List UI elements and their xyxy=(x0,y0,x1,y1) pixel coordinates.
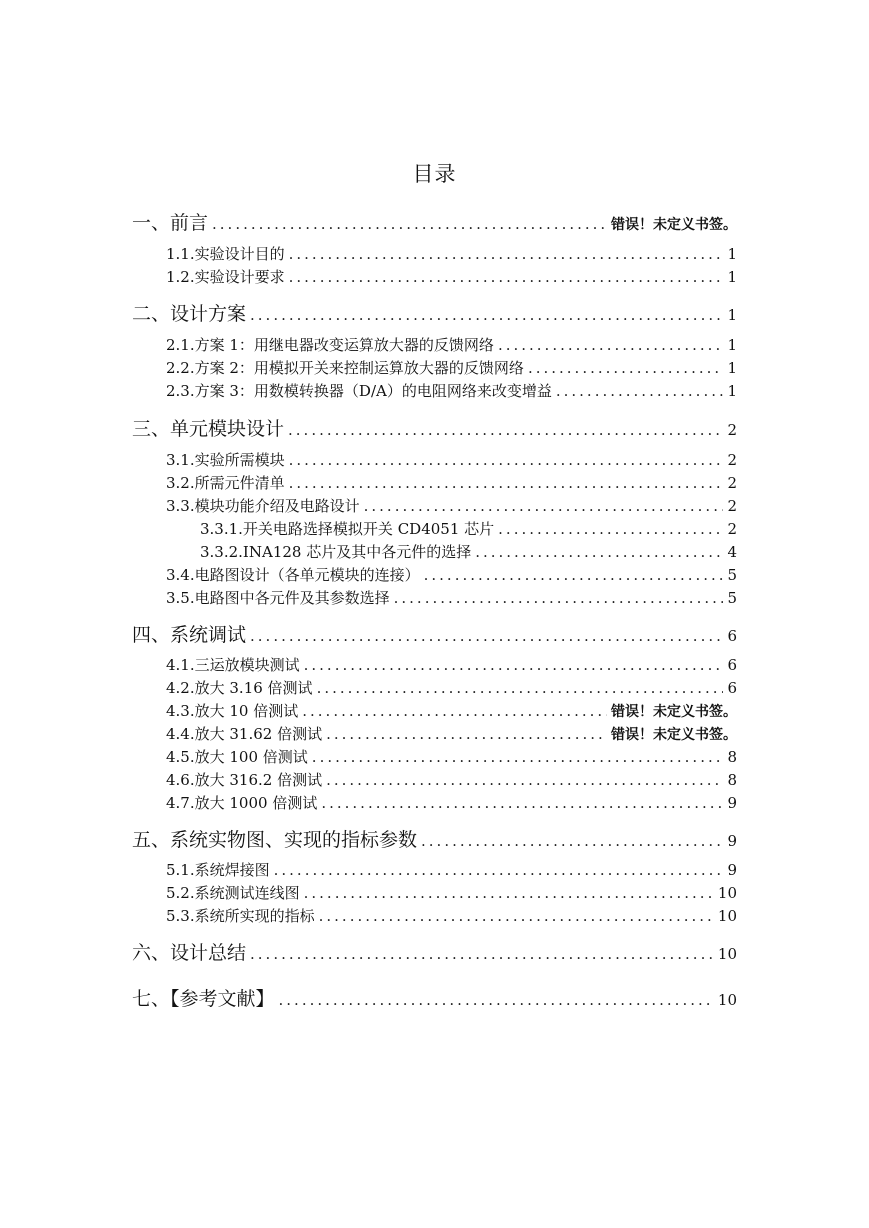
toc-entry-label: 六、设计总结 xyxy=(132,942,247,964)
toc-page-number: 6 xyxy=(727,656,737,674)
toc-entry[interactable] xyxy=(166,266,737,287)
toc-dot-leader xyxy=(475,543,723,561)
toc-dot-leader xyxy=(304,884,714,902)
toc-entry[interactable] xyxy=(166,677,737,698)
toc-page-number: 5 xyxy=(727,589,737,607)
toc-entry-label: 3.2.所需元件清单 xyxy=(166,474,285,492)
toc-error-message: 错误！未定义书签。 xyxy=(611,217,737,233)
toc-entry[interactable] xyxy=(166,495,737,516)
toc-entry[interactable] xyxy=(166,357,737,378)
toc-page-number: 10 xyxy=(717,907,737,925)
toc-entry-label: 3.4.电路图设计（各单元模块的连接） xyxy=(166,566,420,584)
toc-entry[interactable] xyxy=(132,620,737,647)
toc-page-number: 1 xyxy=(727,245,737,263)
toc-page-number: 6 xyxy=(727,679,737,697)
toc-dot-leader xyxy=(394,589,724,607)
toc-entry[interactable] xyxy=(132,208,737,235)
toc-entry-label: 1.1.实验设计目的 xyxy=(166,245,285,263)
toc-dot-leader xyxy=(289,474,724,492)
toc-entry-label: 五、系统实物图、实现的指标参数 xyxy=(132,829,418,851)
toc-page-number: 10 xyxy=(717,945,737,963)
toc-page-number: 1 xyxy=(727,359,737,377)
toc-page-number: 1 xyxy=(727,268,737,286)
toc-entry[interactable] xyxy=(166,792,737,813)
toc-entry-label: 4.6.放大 316.2 倍测试 xyxy=(166,771,323,789)
toc-page-number: 2 xyxy=(727,474,737,492)
toc-page-number: 9 xyxy=(727,861,737,879)
toc-entry[interactable] xyxy=(132,414,737,441)
toc-page-number: 9 xyxy=(727,794,737,812)
toc-error-message: 错误！未定义书签。 xyxy=(611,704,737,720)
toc-title: 目录 xyxy=(412,162,457,186)
toc-entry-label: 3.1.实验所需模块 xyxy=(166,451,285,469)
toc-entry-label: 4.3.放大 10 倍测试 xyxy=(166,702,299,720)
toc-page-number: 2 xyxy=(727,421,737,439)
toc-dot-leader xyxy=(317,679,724,697)
toc-dot-leader xyxy=(250,627,723,645)
toc-entry[interactable] xyxy=(166,723,737,744)
toc-dot-leader xyxy=(250,945,714,963)
toc-entry-label: 4.2.放大 3.16 倍测试 xyxy=(166,679,313,697)
toc-entry[interactable] xyxy=(166,380,737,401)
toc-entry[interactable] xyxy=(166,859,737,880)
toc-page-number: 9 xyxy=(727,832,737,850)
toc-dot-leader xyxy=(250,306,723,324)
toc-dot-leader xyxy=(279,991,714,1009)
toc-dot-leader xyxy=(528,359,724,377)
toc-page-number: 5 xyxy=(727,566,737,584)
toc-entry[interactable] xyxy=(166,449,737,470)
toc-dot-leader xyxy=(212,215,607,233)
toc-entry[interactable] xyxy=(166,746,737,767)
toc-entry-label: 三、单元模块设计 xyxy=(132,418,285,440)
toc-dot-leader xyxy=(424,566,724,584)
toc-entry-label: 4.1.三运放模块测试 xyxy=(166,656,300,674)
toc-entry-label: 七、【参考文献】 xyxy=(132,988,275,1010)
toc-entry[interactable] xyxy=(132,825,737,852)
toc-entry[interactable] xyxy=(166,905,737,926)
toc-entry[interactable] xyxy=(132,299,737,326)
toc-dot-leader xyxy=(556,382,724,400)
toc-entry[interactable] xyxy=(166,700,737,721)
toc-entry-label: 3.3.2.INA128 芯片及其中各元件的选择 xyxy=(200,543,472,561)
toc-page-number: 10 xyxy=(717,884,737,902)
toc-dot-leader xyxy=(498,336,724,354)
toc-entry-label: 4.4.放大 31.62 倍测试 xyxy=(166,725,323,743)
toc-entry[interactable] xyxy=(166,654,737,675)
toc-dot-leader xyxy=(304,656,724,674)
toc-dot-leader xyxy=(498,520,723,538)
toc-page-number: 10 xyxy=(717,991,737,1009)
toc-entry[interactable] xyxy=(200,518,737,539)
toc-dot-leader xyxy=(288,421,723,439)
toc-entry[interactable] xyxy=(166,564,737,585)
toc-dot-leader xyxy=(326,771,723,789)
toc-dot-leader xyxy=(289,451,724,469)
toc-page-number: 1 xyxy=(727,336,737,354)
toc-page-number: 1 xyxy=(727,382,737,400)
toc-page-number: 2 xyxy=(727,520,737,538)
toc-entry[interactable] xyxy=(166,334,737,355)
toc-entry-label: 二、设计方案 xyxy=(132,303,247,325)
toc-entry[interactable] xyxy=(200,541,737,562)
toc-entry-label: 一、前言 xyxy=(132,212,209,234)
toc-dot-leader xyxy=(364,497,724,515)
toc-entry[interactable] xyxy=(132,938,737,965)
toc-dot-leader xyxy=(321,794,723,812)
toc-page-number: 1 xyxy=(727,306,737,324)
toc-entry-label: 2.3.方案 3：用数模转换器（D/A）的电阻网络来改变增益 xyxy=(166,382,552,400)
toc-dot-leader xyxy=(274,861,724,879)
toc-entry-label: 四、系统调试 xyxy=(132,624,247,646)
toc-dot-leader xyxy=(319,907,714,925)
toc-entry[interactable] xyxy=(166,472,737,493)
toc-entry-label: 2.2.方案 2：用模拟开关来控制运算放大器的反馈网络 xyxy=(166,359,524,377)
toc-entry[interactable] xyxy=(132,984,737,1011)
toc-entry-label: 3.3.模块功能介绍及电路设计 xyxy=(166,497,360,515)
toc-entry-label: 4.5.放大 100 倍测试 xyxy=(166,748,308,766)
toc-entry-label: 2.1.方案 1：用继电器改变运算放大器的反馈网络 xyxy=(166,336,494,354)
toc-dot-leader xyxy=(421,832,723,850)
toc-dot-leader xyxy=(302,702,607,720)
toc-entry-label: 5.1.系统焊接图 xyxy=(166,861,270,879)
toc-page-number: 2 xyxy=(727,451,737,469)
toc-page-number: 8 xyxy=(727,748,737,766)
toc-entry-label: 5.3.系统所实现的指标 xyxy=(166,907,315,925)
toc-entry[interactable] xyxy=(166,587,737,608)
toc-entry-label: 1.2.实验设计要求 xyxy=(166,268,285,286)
toc-dot-leader xyxy=(289,268,724,286)
toc-page-number: 2 xyxy=(727,497,737,515)
toc-page-number: 6 xyxy=(727,627,737,645)
toc-entry-label: 4.7.放大 1000 倍测试 xyxy=(166,794,318,812)
toc-entry-label: 3.5.电路图中各元件及其参数选择 xyxy=(166,589,390,607)
toc-dot-leader xyxy=(289,245,724,263)
toc-page-number: 8 xyxy=(727,771,737,789)
toc-entry-label: 3.3.1.开关电路选择模拟开关 CD4051 芯片 xyxy=(200,520,495,538)
toc-error-message: 错误！未定义书签。 xyxy=(611,727,737,743)
toc-entry[interactable] xyxy=(166,769,737,790)
toc-entry[interactable] xyxy=(166,882,737,903)
toc-dot-leader xyxy=(312,748,724,766)
toc-page-number: 4 xyxy=(727,543,737,561)
toc-entry[interactable] xyxy=(166,243,737,264)
toc-dot-leader xyxy=(326,725,607,743)
toc-entry-label: 5.2.系统测试连线图 xyxy=(166,884,300,902)
